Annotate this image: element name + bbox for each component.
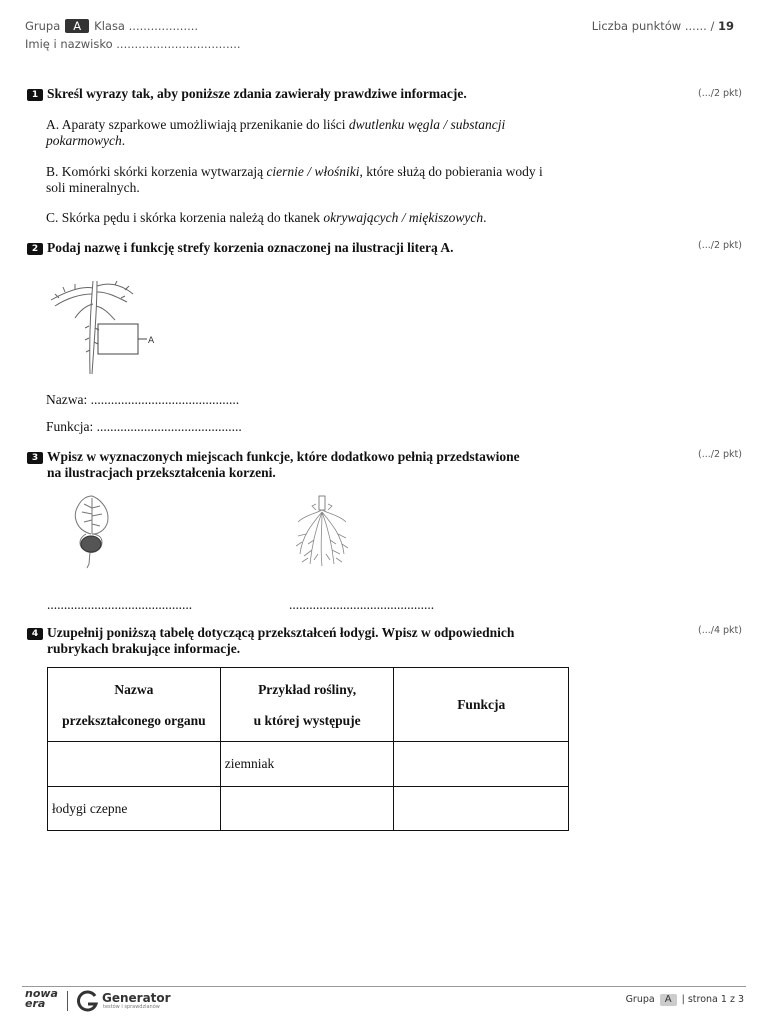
page-number: | strona 1 z 3 (681, 994, 744, 1005)
question-1-points: (.../2 pkt) (698, 88, 742, 99)
table-row (48, 787, 569, 831)
option-ciernie[interactable]: ciernie (266, 164, 304, 179)
question-4-number: 4 (27, 628, 43, 640)
points-label: Liczba punktów ...... / (591, 19, 715, 33)
table-header-function: Funkcja (394, 668, 569, 742)
table-header-row (48, 668, 569, 742)
option-wlosniki[interactable]: włośniki (314, 164, 360, 179)
question-1-number: 1 (27, 89, 43, 101)
table-cell-plant[interactable] (220, 787, 394, 831)
generator-brand: Generator (102, 991, 171, 1005)
question-3-points: (.../2 pkt) (698, 449, 742, 460)
table-row (48, 742, 569, 787)
grupa-label: Grupa (25, 19, 61, 33)
klasa-label: Klasa ................... (94, 19, 199, 33)
table-cell-organ[interactable] (48, 742, 221, 787)
zone-label-a: A (148, 336, 155, 346)
question-2-title: 2 Podaj nazwę i funkcję strefy korzenia oznaczonej na ilustracji literą A. (27, 240, 454, 256)
fibrous-roots-illustration (292, 494, 352, 570)
root-zone-illustration (45, 276, 165, 376)
question-2-function-line[interactable]: Funkcja: ........................................... (46, 419, 242, 434)
question-1-item-c: C. Skórka pędu i skórka korzenia należą do tkanek okrywających / miękiszowych. (46, 210, 487, 225)
option-substancji[interactable]: substancji pokarmowych (46, 117, 506, 148)
points-summary (592, 19, 734, 33)
question-2-name-line[interactable]: Nazwa: ............................................ (46, 392, 240, 407)
question-3-answer-2[interactable]: ........................................... (289, 597, 435, 612)
option-dwutlenku[interactable]: dwutlenku węgla (348, 117, 441, 132)
nowa-era-logo: nowa era (25, 987, 58, 1010)
question-2-points: (.../2 pkt) (698, 240, 742, 251)
grupa-badge: A (65, 19, 89, 33)
question-3-answer-1[interactable]: ........................................... (47, 597, 193, 612)
option-miekiszowych[interactable]: miękiszowych (408, 210, 484, 225)
question-1-item-b: B. Komórki skórki korzenia wytwarzają ciernie / włośniki, które służą do pobierania wody i soli mineralnych. (46, 164, 543, 195)
stem-transformations-table (47, 667, 569, 831)
table-header-plant: Przykład rośliny, u której występuje (220, 668, 394, 742)
header-group-class (25, 19, 198, 33)
beet-root-illustration (70, 494, 114, 570)
footer-divider (22, 986, 746, 987)
question-3-title: 3 Wpisz w wyznaczonych miejscach funkcje, które dodatkowo pełnią przedstawione na ilustracjach przekształcenia korzeni. (27, 449, 520, 481)
table-cell-function[interactable] (394, 742, 569, 787)
option-okrywajacych[interactable]: okrywających (323, 210, 399, 225)
question-2-number: 2 (27, 243, 43, 255)
logo-separator (67, 991, 68, 1011)
question-4-title: 4 Uzupełnij poniższą tabelę dotyczącą przekształceń łodygi. Wpisz w odpowiednich rubrykach brakujące informacje. (27, 625, 514, 657)
table-cell-plant: ziemniak (220, 742, 394, 787)
question-3-number: 3 (27, 452, 43, 464)
question-1-title: 1 Skreśl wyrazy tak, aby poniższe zdania zawierały prawdziwe informacje. (27, 86, 467, 102)
generator-logo-icon (77, 990, 99, 1012)
question-4-points: (.../4 pkt) (698, 625, 742, 636)
table-header-organ: Nazwa przekształconego organu (48, 668, 221, 742)
footer-page-info: Grupa A | strona 1 z 3 (625, 994, 744, 1005)
student-name-line: Imię i nazwisko .................................. (25, 37, 241, 51)
question-1-item-a: A. Aparaty szparkowe umożliwiają przenikanie do liści dwutlenku węgla / substancji pokarmowych. (46, 117, 506, 148)
table-cell-function[interactable] (394, 787, 569, 831)
generator-subtitle: testów i sprawdzianów (103, 1004, 160, 1010)
footer-grupa-badge: A (660, 994, 677, 1006)
points-total: 19 (717, 19, 734, 33)
table-cell-organ: łodygi czepne (48, 787, 221, 831)
